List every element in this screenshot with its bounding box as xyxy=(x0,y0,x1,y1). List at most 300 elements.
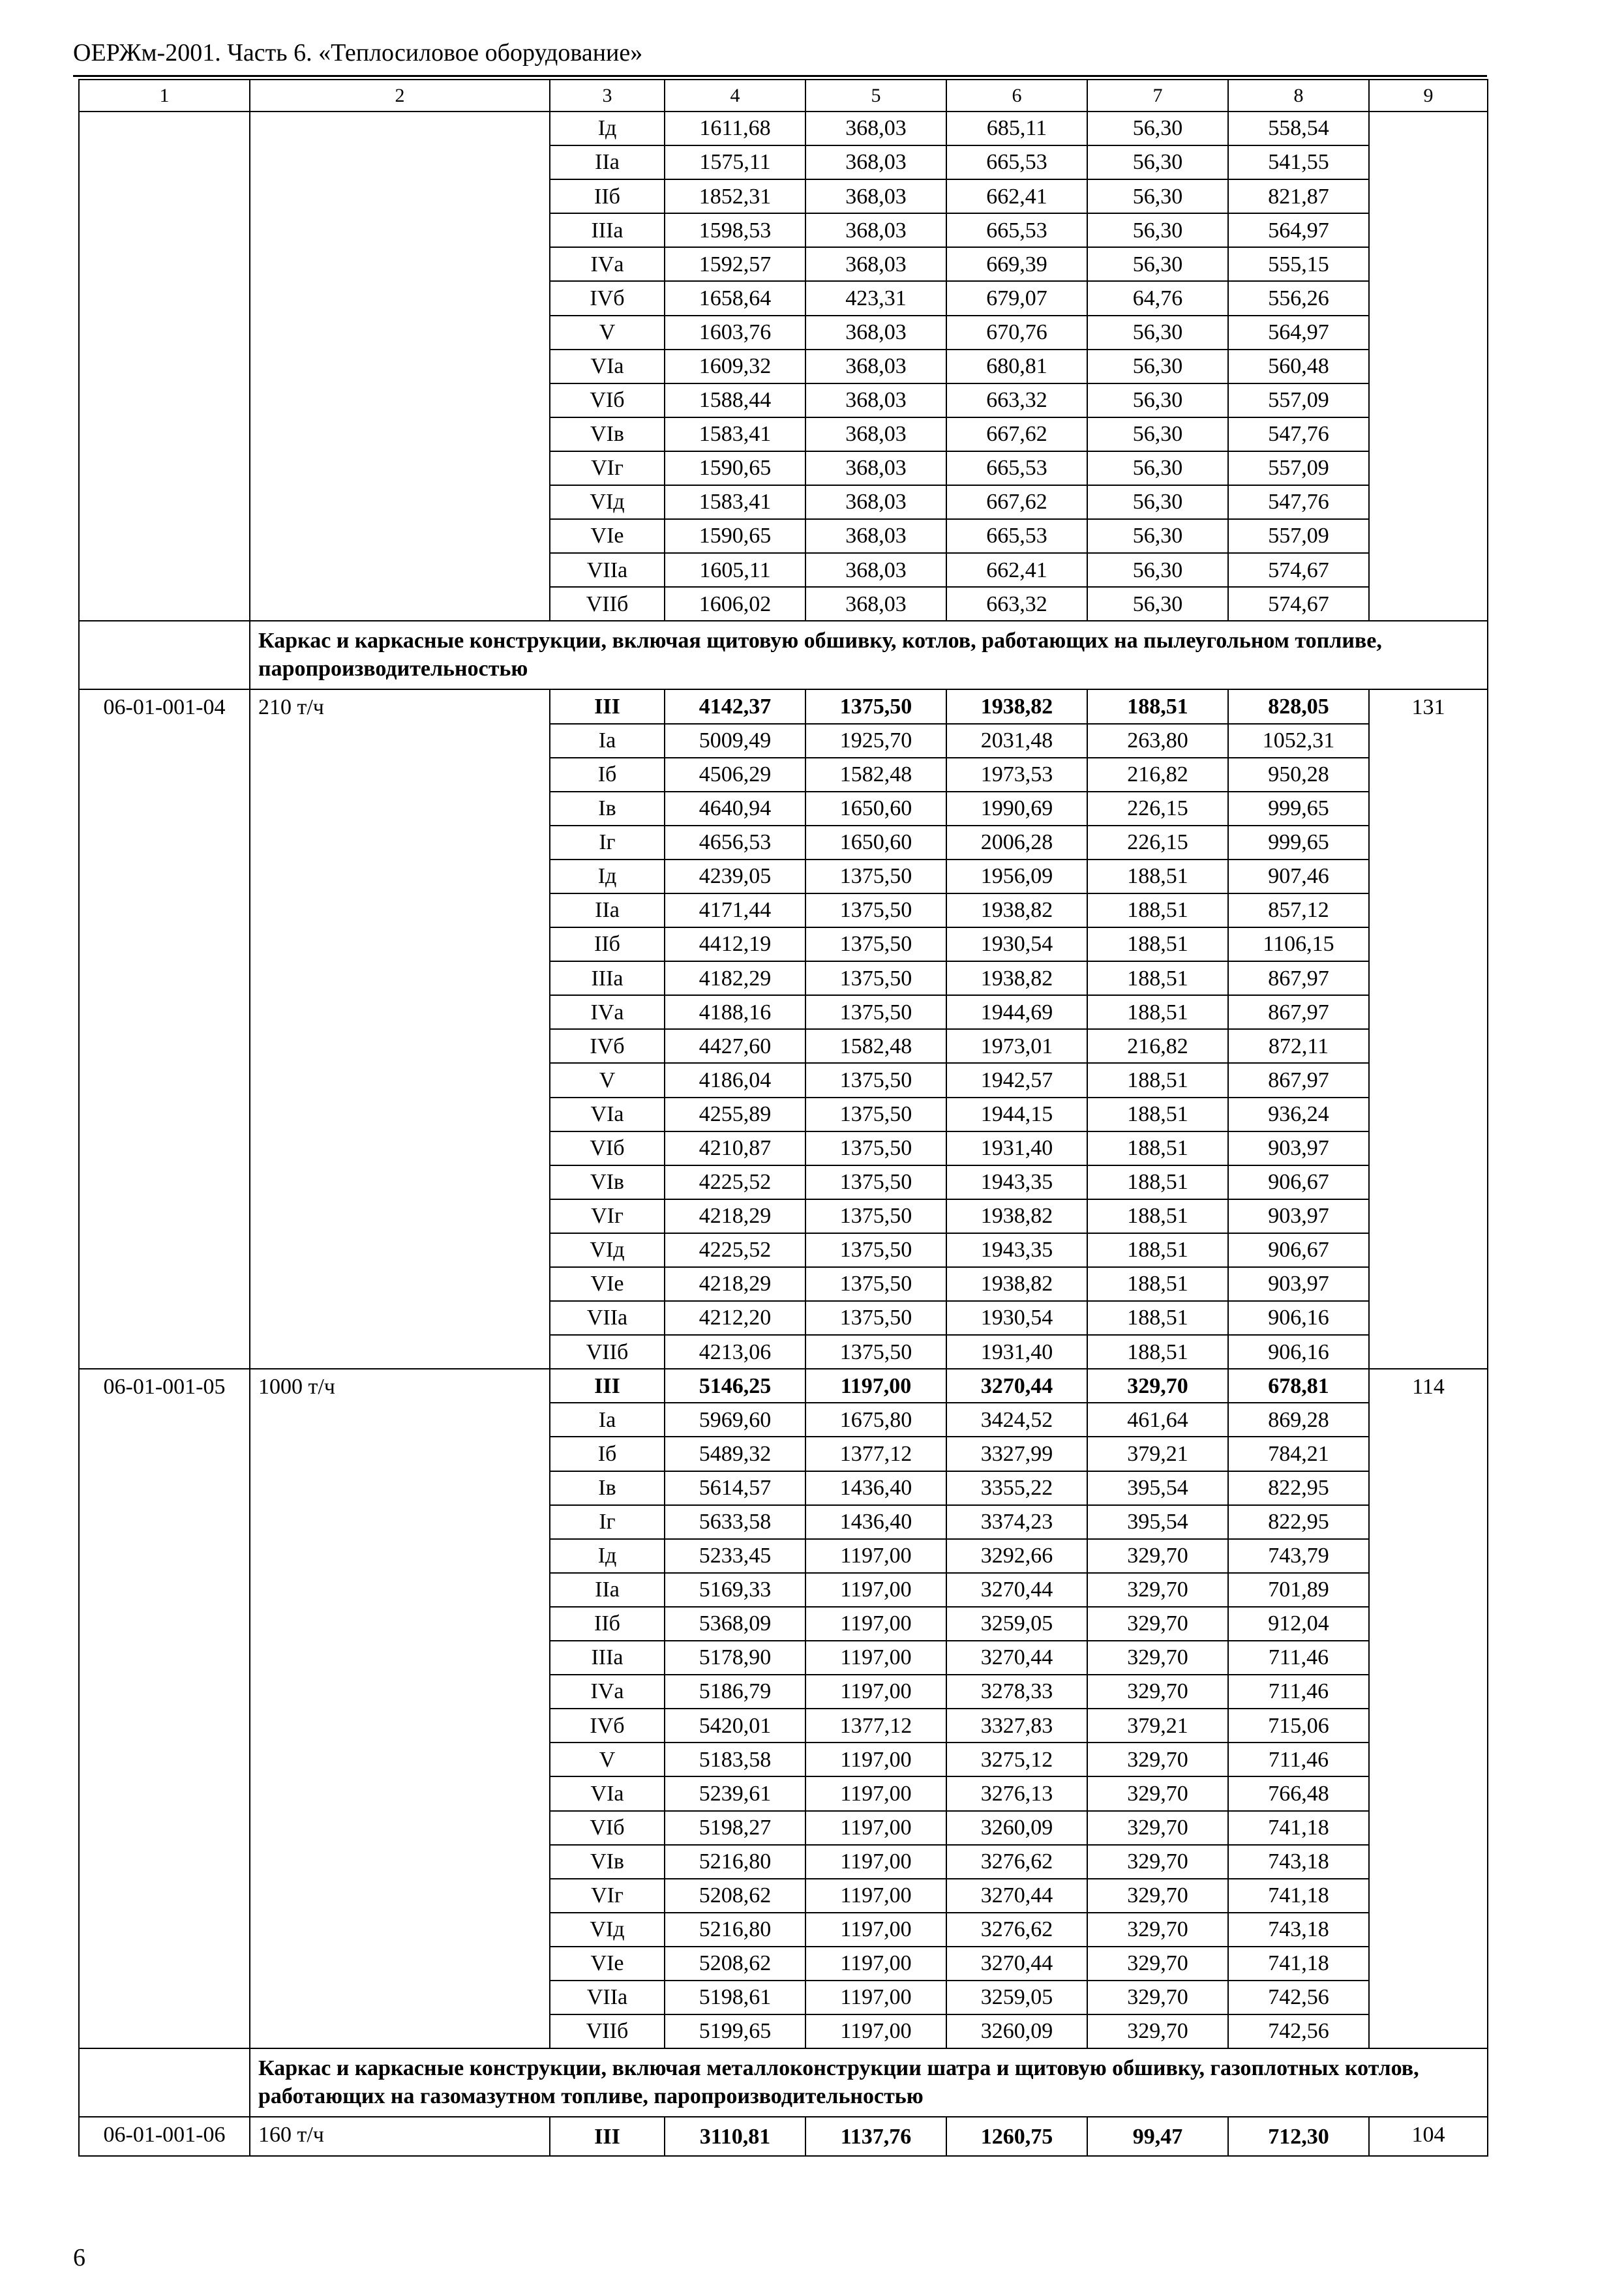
table-cell-machinist-wages: 64,76 xyxy=(1087,281,1228,315)
table-cell-wages: 368,03 xyxy=(805,383,946,417)
table-cell-machinist-wages: 188,51 xyxy=(1087,689,1228,723)
table-cell-total: 5199,65 xyxy=(665,2014,805,2048)
table-cell-total: 4218,29 xyxy=(665,1267,805,1301)
table-cell-materials: 999,65 xyxy=(1228,826,1369,860)
table-cell-machines: 1973,01 xyxy=(946,1029,1087,1063)
table-cell-group: IIб xyxy=(550,927,665,961)
table-cell-total: 4239,05 xyxy=(665,860,805,893)
table-cell-machines: 3260,09 xyxy=(946,1811,1087,1845)
table-cell-total: 4210,87 xyxy=(665,1131,805,1165)
table-cell-group: Iб xyxy=(550,1437,665,1471)
table-cell-materials: 784,21 xyxy=(1228,1437,1369,1471)
table-cell-wages: 1650,60 xyxy=(805,826,946,860)
table-cell-group: IIб xyxy=(550,1607,665,1641)
table-cell-total: 1592,57 xyxy=(665,247,805,281)
table-cell-machines: 3374,23 xyxy=(946,1505,1087,1539)
table-cell-total: 1606,02 xyxy=(665,587,805,621)
table-cell-materials: 678,81 xyxy=(1228,1369,1369,1403)
table-cell-materials: 564,97 xyxy=(1228,213,1369,247)
table-cell-materials: 903,97 xyxy=(1228,1199,1369,1233)
table-cell-machines: 662,41 xyxy=(946,553,1087,587)
table-cell-total: 1575,11 xyxy=(665,145,805,179)
table-cell-wages: 368,03 xyxy=(805,179,946,213)
table-cell-total: 1583,41 xyxy=(665,417,805,451)
table-cell-machines: 665,53 xyxy=(946,519,1087,553)
table-cell-total: 4186,04 xyxy=(665,1063,805,1097)
table-cell-materials: 857,12 xyxy=(1228,893,1369,927)
table-cell-machines: 662,41 xyxy=(946,179,1087,213)
table-cell-total: 5169,33 xyxy=(665,1573,805,1607)
table-cell-wages: 1377,12 xyxy=(805,1709,946,1743)
table-cell-materials: 711,46 xyxy=(1228,1641,1369,1675)
table-cell-machinist-wages: 188,51 xyxy=(1087,1233,1228,1267)
table-cell-wages: 1197,00 xyxy=(805,1845,946,1879)
table-cell-materials: 821,87 xyxy=(1228,179,1369,213)
table-cell-wages: 368,03 xyxy=(805,316,946,350)
table-cell-group: IIIа xyxy=(550,1641,665,1675)
section-heading-row xyxy=(79,2048,1488,2117)
table-cell-group: IIа xyxy=(550,145,665,179)
table-cell-machinist-wages: 56,30 xyxy=(1087,417,1228,451)
table-cell-machines: 2031,48 xyxy=(946,724,1087,758)
table-cell-materials: 715,06 xyxy=(1228,1709,1369,1743)
table-cell-total: 5178,90 xyxy=(665,1641,805,1675)
table-cell-machines: 1944,69 xyxy=(946,995,1087,1029)
table-cell-name: 160 т/ч xyxy=(250,2117,550,2156)
column-number: 4 xyxy=(665,80,805,112)
column-number: 6 xyxy=(946,80,1087,112)
table-cell-name: 1000 т/ч xyxy=(250,1369,550,2048)
table-cell-materials: 907,46 xyxy=(1228,860,1369,893)
table-cell-machines: 1930,54 xyxy=(946,1301,1087,1335)
table-cell-machines: 3270,44 xyxy=(946,1641,1087,1675)
table-cell-machines: 1938,82 xyxy=(946,893,1087,927)
table-cell-materials: 1106,15 xyxy=(1228,927,1369,961)
table-cell-wages: 1375,50 xyxy=(805,961,946,995)
table-cell-group: VIIа xyxy=(550,1301,665,1335)
table-cell-machinist-wages: 56,30 xyxy=(1087,316,1228,350)
table-cell-wages: 1375,50 xyxy=(805,689,946,723)
table-cell-group: Iд xyxy=(550,1539,665,1573)
table-cell-group: V xyxy=(550,1063,665,1097)
table-cell-group: V xyxy=(550,1743,665,1776)
table-cell-materials: 558,54 xyxy=(1228,112,1369,145)
table-cell-machinist-wages: 188,51 xyxy=(1087,1098,1228,1131)
table-cell-wages: 1375,50 xyxy=(805,860,946,893)
table-cell-wages: 1375,50 xyxy=(805,1301,946,1335)
table-cell-machinist-wages: 56,30 xyxy=(1087,112,1228,145)
table-cell-total: 4412,19 xyxy=(665,927,805,961)
table-cell-wages: 1197,00 xyxy=(805,1641,946,1675)
table-cell-machines: 1260,75 xyxy=(946,2117,1087,2156)
table-cell-machines: 663,32 xyxy=(946,587,1087,621)
table-cell-machinist-wages: 226,15 xyxy=(1087,792,1228,826)
table-cell-materials: 912,04 xyxy=(1228,1607,1369,1641)
table-cell-group: VIа xyxy=(550,350,665,383)
table-cell-machinist-wages: 329,70 xyxy=(1087,1879,1228,1913)
table-cell-total: 4225,52 xyxy=(665,1233,805,1267)
table-cell-materials: 822,95 xyxy=(1228,1505,1369,1539)
table-cell-wages: 1197,00 xyxy=(805,1539,946,1573)
table-cell-materials: 906,67 xyxy=(1228,1165,1369,1199)
column-number: 8 xyxy=(1228,80,1369,112)
table-cell-materials: 867,97 xyxy=(1228,961,1369,995)
table-cell-machinist-wages: 226,15 xyxy=(1087,826,1228,860)
table-cell-machines: 3270,44 xyxy=(946,1879,1087,1913)
table-cell-wages: 1375,50 xyxy=(805,1098,946,1131)
section-spacer xyxy=(79,2048,250,2117)
table-cell-total: 5239,61 xyxy=(665,1776,805,1810)
table-cell-machinist-wages: 329,70 xyxy=(1087,1675,1228,1709)
table-cell-total: 4656,53 xyxy=(665,826,805,860)
table-cell-machines: 3278,33 xyxy=(946,1675,1087,1709)
table-cell-machinist-wages: 329,70 xyxy=(1087,1369,1228,1403)
table-cell-group: VIе xyxy=(550,519,665,553)
table-cell-machinist-wages: 188,51 xyxy=(1087,1199,1228,1233)
table-cell-materials: 903,97 xyxy=(1228,1131,1369,1165)
table-cell-materials: 574,67 xyxy=(1228,553,1369,587)
column-number: 3 xyxy=(550,80,665,112)
table-cell-total: 1605,11 xyxy=(665,553,805,587)
table-cell-wages: 1436,40 xyxy=(805,1471,946,1505)
section-spacer xyxy=(79,621,250,689)
table-cell-wages: 1377,12 xyxy=(805,1437,946,1471)
table-cell-wages: 368,03 xyxy=(805,213,946,247)
section-heading: Каркас и каркасные конструкции, включая щитовую обшивку, котлов, работающих на пылеугольном топливе, паропроизводительностью xyxy=(250,621,1488,689)
table-cell-machinist-wages: 329,70 xyxy=(1087,1811,1228,1845)
table-cell-total: 4640,94 xyxy=(665,792,805,826)
table-cell-page-ref: 114 xyxy=(1369,1369,1488,2048)
table-cell-materials: 1052,31 xyxy=(1228,724,1369,758)
table-cell-group: IVа xyxy=(550,247,665,281)
table-cell-machines: 1938,82 xyxy=(946,1199,1087,1233)
table-cell-group: Iб xyxy=(550,758,665,792)
table-cell-total: 5216,80 xyxy=(665,1845,805,1879)
table-cell-materials: 822,95 xyxy=(1228,1471,1369,1505)
table-cell-machinist-wages: 56,30 xyxy=(1087,350,1228,383)
table-cell-materials: 936,24 xyxy=(1228,1098,1369,1131)
table-cell-wages: 368,03 xyxy=(805,112,946,145)
table-cell-wages: 368,03 xyxy=(805,451,946,485)
table-cell-machines: 3276,13 xyxy=(946,1776,1087,1810)
table-cell-machinist-wages: 395,54 xyxy=(1087,1505,1228,1539)
table-cell-total: 4188,16 xyxy=(665,995,805,1029)
table-cell-machinist-wages: 329,70 xyxy=(1087,1641,1228,1675)
table-cell-wages: 368,03 xyxy=(805,145,946,179)
table-cell-machinist-wages: 188,51 xyxy=(1087,1301,1228,1335)
table-cell-machines: 3259,05 xyxy=(946,1607,1087,1641)
table-cell-machines: 1938,82 xyxy=(946,1267,1087,1301)
table-cell-machines: 3270,44 xyxy=(946,1369,1087,1403)
table-cell-group: IIа xyxy=(550,893,665,927)
table-cell-wages: 1582,48 xyxy=(805,1029,946,1063)
section-heading: Каркас и каркасные конструкции, включая металлоконструкции шатра и щитовую обшивку, газоплотных котлов, работающих на газомазутном топливе, паропроизводительностью xyxy=(250,2048,1488,2117)
table-cell-materials: 869,28 xyxy=(1228,1403,1369,1437)
table-cell-machines: 3276,62 xyxy=(946,1913,1087,1947)
table-cell-total: 1588,44 xyxy=(665,383,805,417)
table-cell-machinist-wages: 216,82 xyxy=(1087,758,1228,792)
table-cell-materials: 741,18 xyxy=(1228,1879,1369,1913)
table-cell-code xyxy=(79,112,250,621)
table-cell-group: VIд xyxy=(550,1913,665,1947)
table-cell-group: VIг xyxy=(550,1879,665,1913)
table-cell-wages: 1197,00 xyxy=(805,1675,946,1709)
table-cell-machinist-wages: 188,51 xyxy=(1087,1063,1228,1097)
table-cell-wages: 1197,00 xyxy=(805,1947,946,1981)
table-cell-materials: 742,56 xyxy=(1228,1981,1369,2014)
table-cell-name: 210 т/ч xyxy=(250,689,550,1369)
table-cell-total: 4427,60 xyxy=(665,1029,805,1063)
table-cell-wages: 368,03 xyxy=(805,485,946,519)
table-cell-group: VIб xyxy=(550,383,665,417)
table-cell-machinist-wages: 56,30 xyxy=(1087,213,1228,247)
table-cell-machinist-wages: 56,30 xyxy=(1087,553,1228,587)
table-cell-total: 5146,25 xyxy=(665,1369,805,1403)
table-cell-materials: 903,97 xyxy=(1228,1267,1369,1301)
table-cell-total: 1590,65 xyxy=(665,519,805,553)
table-cell-group: Iв xyxy=(550,792,665,826)
table-cell-machinist-wages: 263,80 xyxy=(1087,724,1228,758)
table-cell-group: VIIб xyxy=(550,587,665,621)
table-cell-group: V xyxy=(550,316,665,350)
table-cell-machinist-wages: 329,70 xyxy=(1087,1947,1228,1981)
table-cell-machinist-wages: 188,51 xyxy=(1087,893,1228,927)
table-cell-machinist-wages: 216,82 xyxy=(1087,1029,1228,1063)
table-cell-group: VIе xyxy=(550,1267,665,1301)
table-cell-wages: 1197,00 xyxy=(805,1743,946,1776)
table-cell-machines: 1938,82 xyxy=(946,961,1087,995)
table-cell-wages: 1197,00 xyxy=(805,1879,946,1913)
table-cell-materials: 999,65 xyxy=(1228,792,1369,826)
table-cell-total: 3110,81 xyxy=(665,2117,805,2156)
table-cell-group: IVб xyxy=(550,1709,665,1743)
table-cell-group: VIв xyxy=(550,417,665,451)
table-cell-materials: 743,18 xyxy=(1228,1845,1369,1879)
header-rule xyxy=(73,75,1487,77)
table-cell-wages: 1197,00 xyxy=(805,1776,946,1810)
table-cell-wages: 1197,00 xyxy=(805,1573,946,1607)
table-cell-wages: 1375,50 xyxy=(805,1131,946,1165)
table-cell-total: 4225,52 xyxy=(665,1165,805,1199)
table-cell-group: VIе xyxy=(550,1947,665,1981)
table-cell-materials: 828,05 xyxy=(1228,689,1369,723)
table-cell-materials: 547,76 xyxy=(1228,417,1369,451)
table-cell-group: VIIб xyxy=(550,2014,665,2048)
table-cell-machines: 679,07 xyxy=(946,281,1087,315)
table-cell-group: IIа xyxy=(550,1573,665,1607)
table-cell-machinist-wages: 188,51 xyxy=(1087,927,1228,961)
table-cell-machines: 670,76 xyxy=(946,316,1087,350)
table-cell-group: Iд xyxy=(550,112,665,145)
table-cell-group: VIа xyxy=(550,1098,665,1131)
table-cell-group: VIб xyxy=(550,1131,665,1165)
table-cell-code: 06-01-001-04 xyxy=(79,689,250,1369)
table-cell-group: VIг xyxy=(550,451,665,485)
table-cell-group: VIв xyxy=(550,1845,665,1879)
table-cell-machinist-wages: 56,30 xyxy=(1087,587,1228,621)
table-cell-total: 1611,68 xyxy=(665,112,805,145)
table-cell-machines: 1943,35 xyxy=(946,1233,1087,1267)
table-cell-machines: 1973,53 xyxy=(946,758,1087,792)
table-cell-wages: 423,31 xyxy=(805,281,946,315)
table-cell-total: 5186,79 xyxy=(665,1675,805,1709)
table-cell-group: VIд xyxy=(550,485,665,519)
table-cell-wages: 1197,00 xyxy=(805,1811,946,1845)
table-cell-total: 1598,53 xyxy=(665,213,805,247)
table-cell-machines: 665,53 xyxy=(946,213,1087,247)
table-cell-total: 4142,37 xyxy=(665,689,805,723)
table-cell-machines: 667,62 xyxy=(946,417,1087,451)
table-cell-wages: 1375,50 xyxy=(805,927,946,961)
table-cell-page-ref: 104 xyxy=(1369,2117,1488,2156)
table-cell-machinist-wages: 188,51 xyxy=(1087,961,1228,995)
table-cell-materials: 906,16 xyxy=(1228,1301,1369,1335)
table-cell-machinist-wages: 56,30 xyxy=(1087,247,1228,281)
table-cell-machinist-wages: 188,51 xyxy=(1087,1131,1228,1165)
table-cell-group: Iд xyxy=(550,860,665,893)
table-cell-group: VIIа xyxy=(550,1981,665,2014)
table-cell-group: VIIб xyxy=(550,1335,665,1369)
table-cell-machinist-wages: 329,70 xyxy=(1087,2014,1228,2048)
table-cell-wages: 1925,70 xyxy=(805,724,946,758)
table-cell-machinist-wages: 56,30 xyxy=(1087,145,1228,179)
table-cell-machinist-wages: 329,70 xyxy=(1087,1913,1228,1947)
table-cell-wages: 368,03 xyxy=(805,247,946,281)
table-cell-wages: 1375,50 xyxy=(805,995,946,1029)
table-cell-machinist-wages: 329,70 xyxy=(1087,1743,1228,1776)
table-cell-machinist-wages: 56,30 xyxy=(1087,485,1228,519)
table-cell-total: 1609,32 xyxy=(665,350,805,383)
table-cell-code: 06-01-001-06 xyxy=(79,2117,250,2156)
table-cell-group: VIв xyxy=(550,1165,665,1199)
table-cell-group: IIIа xyxy=(550,213,665,247)
table-cell-page-ref xyxy=(1369,112,1488,621)
table-cell-total: 5208,62 xyxy=(665,1879,805,1913)
table-cell-group: Iг xyxy=(550,1505,665,1539)
table-cell-materials: 557,09 xyxy=(1228,451,1369,485)
table-cell-name xyxy=(250,112,550,621)
table-cell-machines: 1944,15 xyxy=(946,1098,1087,1131)
table-cell-machinist-wages: 188,51 xyxy=(1087,1267,1228,1301)
table-cell-group: VIа xyxy=(550,1776,665,1810)
table-cell-total: 5009,49 xyxy=(665,724,805,758)
table-cell-group: IVб xyxy=(550,281,665,315)
table-cell-materials: 564,97 xyxy=(1228,316,1369,350)
table-cell-total: 5233,45 xyxy=(665,1539,805,1573)
table-cell-wages: 1375,50 xyxy=(805,1165,946,1199)
table-cell-machinist-wages: 329,70 xyxy=(1087,1776,1228,1810)
table-cell-machines: 3327,99 xyxy=(946,1437,1087,1471)
table-cell-materials: 872,11 xyxy=(1228,1029,1369,1063)
table-cell-total: 5216,80 xyxy=(665,1913,805,1947)
table-cell-machinist-wages: 188,51 xyxy=(1087,860,1228,893)
page-number: 6 xyxy=(73,2244,85,2271)
table-cell-total: 5614,57 xyxy=(665,1471,805,1505)
table-row xyxy=(79,2117,1488,2156)
table-cell-materials: 766,48 xyxy=(1228,1776,1369,1810)
table-cell-wages: 368,03 xyxy=(805,350,946,383)
column-number: 9 xyxy=(1369,80,1488,112)
table-cell-wages: 1197,00 xyxy=(805,2014,946,2048)
table-cell-group: III xyxy=(550,1369,665,1403)
table-cell-machines: 3270,44 xyxy=(946,1573,1087,1607)
table-cell-total: 5489,32 xyxy=(665,1437,805,1471)
table-cell-machines: 665,53 xyxy=(946,145,1087,179)
table-cell-total: 5420,01 xyxy=(665,1709,805,1743)
table-cell-wages: 1375,50 xyxy=(805,1233,946,1267)
table-cell-total: 4255,89 xyxy=(665,1098,805,1131)
table-cell-wages: 1582,48 xyxy=(805,758,946,792)
table-cell-materials: 547,76 xyxy=(1228,485,1369,519)
table-cell-machines: 1990,69 xyxy=(946,792,1087,826)
table-cell-machines: 3259,05 xyxy=(946,1981,1087,2014)
table-row xyxy=(79,1369,1488,1403)
table-cell-machines: 680,81 xyxy=(946,350,1087,383)
table-cell-machinist-wages: 188,51 xyxy=(1087,1335,1228,1369)
table-cell-wages: 1197,00 xyxy=(805,1981,946,2014)
table-cell-total: 1583,41 xyxy=(665,485,805,519)
page-header: ОЕРЖм-2001. Часть 6. «Теплосиловое оборудование» xyxy=(73,39,643,67)
table-cell-total: 5368,09 xyxy=(665,1607,805,1641)
table-cell-machinist-wages: 56,30 xyxy=(1087,179,1228,213)
table-cell-group: Iг xyxy=(550,826,665,860)
table-cell-machinist-wages: 329,70 xyxy=(1087,1845,1228,1879)
table-cell-materials: 701,89 xyxy=(1228,1573,1369,1607)
table-cell-total: 4218,29 xyxy=(665,1199,805,1233)
table-cell-machines: 3355,22 xyxy=(946,1471,1087,1505)
table-cell-materials: 867,97 xyxy=(1228,1063,1369,1097)
table-cell-machines: 1931,40 xyxy=(946,1131,1087,1165)
table-cell-total: 5633,58 xyxy=(665,1505,805,1539)
table-cell-wages: 1375,50 xyxy=(805,1335,946,1369)
table-cell-machines: 667,62 xyxy=(946,485,1087,519)
table-cell-total: 4182,29 xyxy=(665,961,805,995)
table-cell-machinist-wages: 379,21 xyxy=(1087,1709,1228,1743)
table-cell-wages: 1675,80 xyxy=(805,1403,946,1437)
table-cell-wages: 1197,00 xyxy=(805,1607,946,1641)
table-cell-total: 5183,58 xyxy=(665,1743,805,1776)
table-cell-machinist-wages: 329,70 xyxy=(1087,1539,1228,1573)
table-cell-machinist-wages: 188,51 xyxy=(1087,995,1228,1029)
table-cell-machines: 3424,52 xyxy=(946,1403,1087,1437)
table-cell-machinist-wages: 379,21 xyxy=(1087,1437,1228,1471)
table-cell-machinist-wages: 56,30 xyxy=(1087,383,1228,417)
table-cell-machines: 685,11 xyxy=(946,112,1087,145)
table-cell-wages: 1375,50 xyxy=(805,1063,946,1097)
table-cell-total: 1590,65 xyxy=(665,451,805,485)
table-cell-materials: 741,18 xyxy=(1228,1811,1369,1845)
table-cell-wages: 1375,50 xyxy=(805,1199,946,1233)
table-cell-group: IIIа xyxy=(550,961,665,995)
column-number-row xyxy=(79,80,1488,112)
table-cell-machines: 665,53 xyxy=(946,451,1087,485)
table-cell-total: 5198,27 xyxy=(665,1811,805,1845)
table-cell-group: VIд xyxy=(550,1233,665,1267)
table-cell-group: III xyxy=(550,2117,665,2156)
table-cell-wages: 1375,50 xyxy=(805,893,946,927)
column-number: 5 xyxy=(805,80,946,112)
table-row xyxy=(79,112,1488,145)
table-row xyxy=(79,689,1488,723)
table-cell-machines: 1943,35 xyxy=(946,1165,1087,1199)
table-cell-materials: 712,30 xyxy=(1228,2117,1369,2156)
table-cell-materials: 711,46 xyxy=(1228,1743,1369,1776)
table-cell-machines: 3270,44 xyxy=(946,1947,1087,1981)
table-cell-group: VIг xyxy=(550,1199,665,1233)
table-cell-machines: 1930,54 xyxy=(946,927,1087,961)
table-cell-code: 06-01-001-05 xyxy=(79,1369,250,2048)
column-number: 7 xyxy=(1087,80,1228,112)
